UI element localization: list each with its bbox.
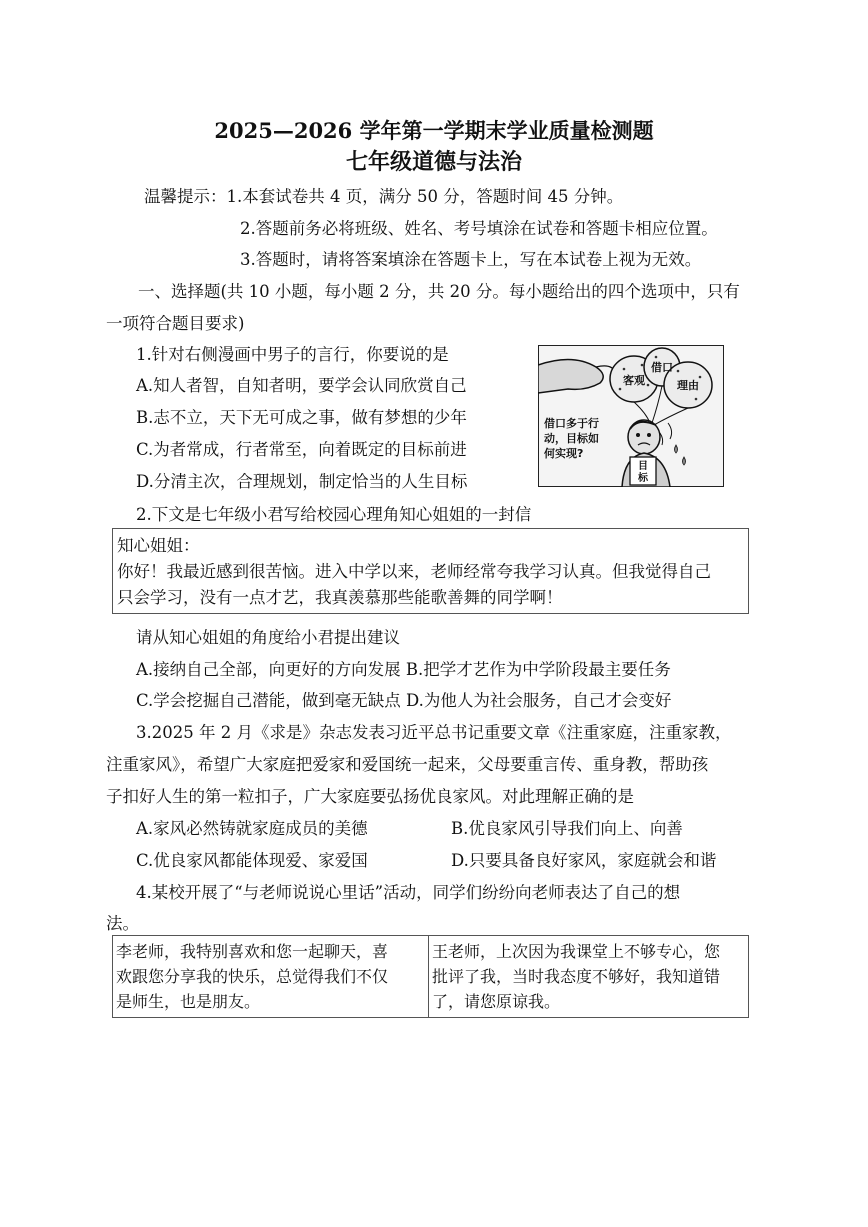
q1-option-b: B.志不立，天下无可成之事，做有梦想的少年 [136, 408, 467, 427]
q1-option-c: C.为者常成，行者常至，向着既定的目标前进 [136, 440, 467, 459]
q2-prompt: 请从知心姐姐的角度给小君提出建议 [136, 628, 400, 647]
notice-line-2: 2.答题前务必将班级、姓名、考号填涂在试卷和答题卡相应位置。 [240, 219, 718, 238]
message-left-line-3: 是师生，也是朋友。 [116, 992, 261, 1011]
exam-subtitle: 七年级道德与法治 [345, 149, 522, 175]
message-left-line-1: 李老师，我特别喜欢和您一起聊天，喜 [116, 942, 389, 961]
message-right-line-3: 了，请您原谅我。 [432, 992, 561, 1011]
letter-box [112, 528, 749, 614]
balloon-label-2: 借口 [651, 361, 673, 374]
letter-line-3: 只会学习，没有一点才艺，我真羡慕那些能歌善舞的同学啊！ [117, 588, 563, 607]
message-left-line-2: 欢跟您分享我的快乐，总觉得我们不仅 [116, 967, 389, 986]
message-cell-left [113, 936, 429, 1017]
teacher-message-table [112, 935, 749, 1018]
message-right-line-1: 王老师，上次因为我课堂上不够专心，您 [432, 942, 721, 961]
exam-title: 2025—2026 学年第一学期末学业质量检测题 [214, 118, 654, 143]
notice-line-1: 温馨提示：1.本套试卷共 4 页，满分 50 分，答题时间 45 分钟。 [144, 187, 624, 206]
q3-option-b: B.优良家风引导我们向上、向善 [451, 819, 683, 838]
cartoon-image [538, 345, 724, 487]
q2-options-row-2: C.学会挖掘自己潜能，做到毫无缺点 D.为他人为社会服务，自己才会变好 [136, 691, 672, 710]
balloon-label-1: 客观 [623, 374, 645, 387]
q4-stem-line-2: 法。 [106, 914, 139, 933]
section-heading-line-1: 一、选择题(共 10 小题，每小题 2 分，共 20 分。每小题给出的四个选项中，只有 [138, 282, 740, 301]
q3-option-a: A.家风必然铸就家庭成员的美德 [136, 819, 368, 838]
q3-stem-line-3: 子扣好人生的第一粒扣子，广大家庭要弘扬优良家风。对此理解正确的是 [106, 787, 634, 806]
balloon-label-3: 理由 [677, 379, 699, 392]
sign-label-line-1: 目 [638, 461, 648, 472]
section-heading-line-2: 一项符合题目要求) [106, 314, 245, 333]
q1-option-d: D.分清主次，合理规划，制定恰当的人生目标 [136, 472, 468, 491]
q3-option-d: D.只要具备良好家风，家庭就会和谐 [451, 851, 717, 870]
speech-line-1: 借口多于行 [544, 417, 599, 430]
q2-stem: 2.下文是七年级小君写给校园心理角知心姐姐的一封信 [136, 505, 532, 524]
speech-line-3: 何实现? [544, 447, 584, 460]
q4-stem-line-1: 4.某校开展了“与老师说说心里话”活动，同学们纷纷向老师表达了自己的想 [136, 883, 681, 902]
message-right-line-2: 批评了我，当时我态度不够好，我知道错 [432, 967, 721, 986]
q2-options-row-1: A.接纳自己全部，向更好的方向发展 B.把学才艺作为中学阶段最主要任务 [136, 660, 671, 679]
notice-line-3: 3.答题时，请将答案填涂在答题卡上，写在本试卷上视为无效。 [240, 250, 702, 269]
letter-line-2: 你好！我最近感到很苦恼。进入中学以来，老师经常夸我学习认真。但我觉得自己 [117, 562, 711, 581]
q3-option-c: C.优良家风都能体现爱、家爱国 [136, 851, 368, 870]
sign-label-line-2: 标 [638, 473, 648, 484]
q1-stem: 1.针对右侧漫画中男子的言行，你要说的是 [136, 345, 449, 364]
q1-option-a: A.知人者智，自知者明，要学会认同欣赏自己 [136, 376, 467, 395]
q3-stem-line-2: 注重家风》，希望广大家庭把爱家和爱国统一起来，父母要重言传、重身教，帮助孩 [106, 755, 709, 774]
message-cell-right [429, 936, 748, 1017]
speech-line-2: 动，目标如 [544, 432, 599, 445]
letter-line-1: 知心姐姐： [117, 536, 200, 555]
q3-stem-line-1: 3.2025 年 2 月《求是》杂志发表习近平总书记重要文章《注重家庭，注重家教， [136, 723, 732, 742]
